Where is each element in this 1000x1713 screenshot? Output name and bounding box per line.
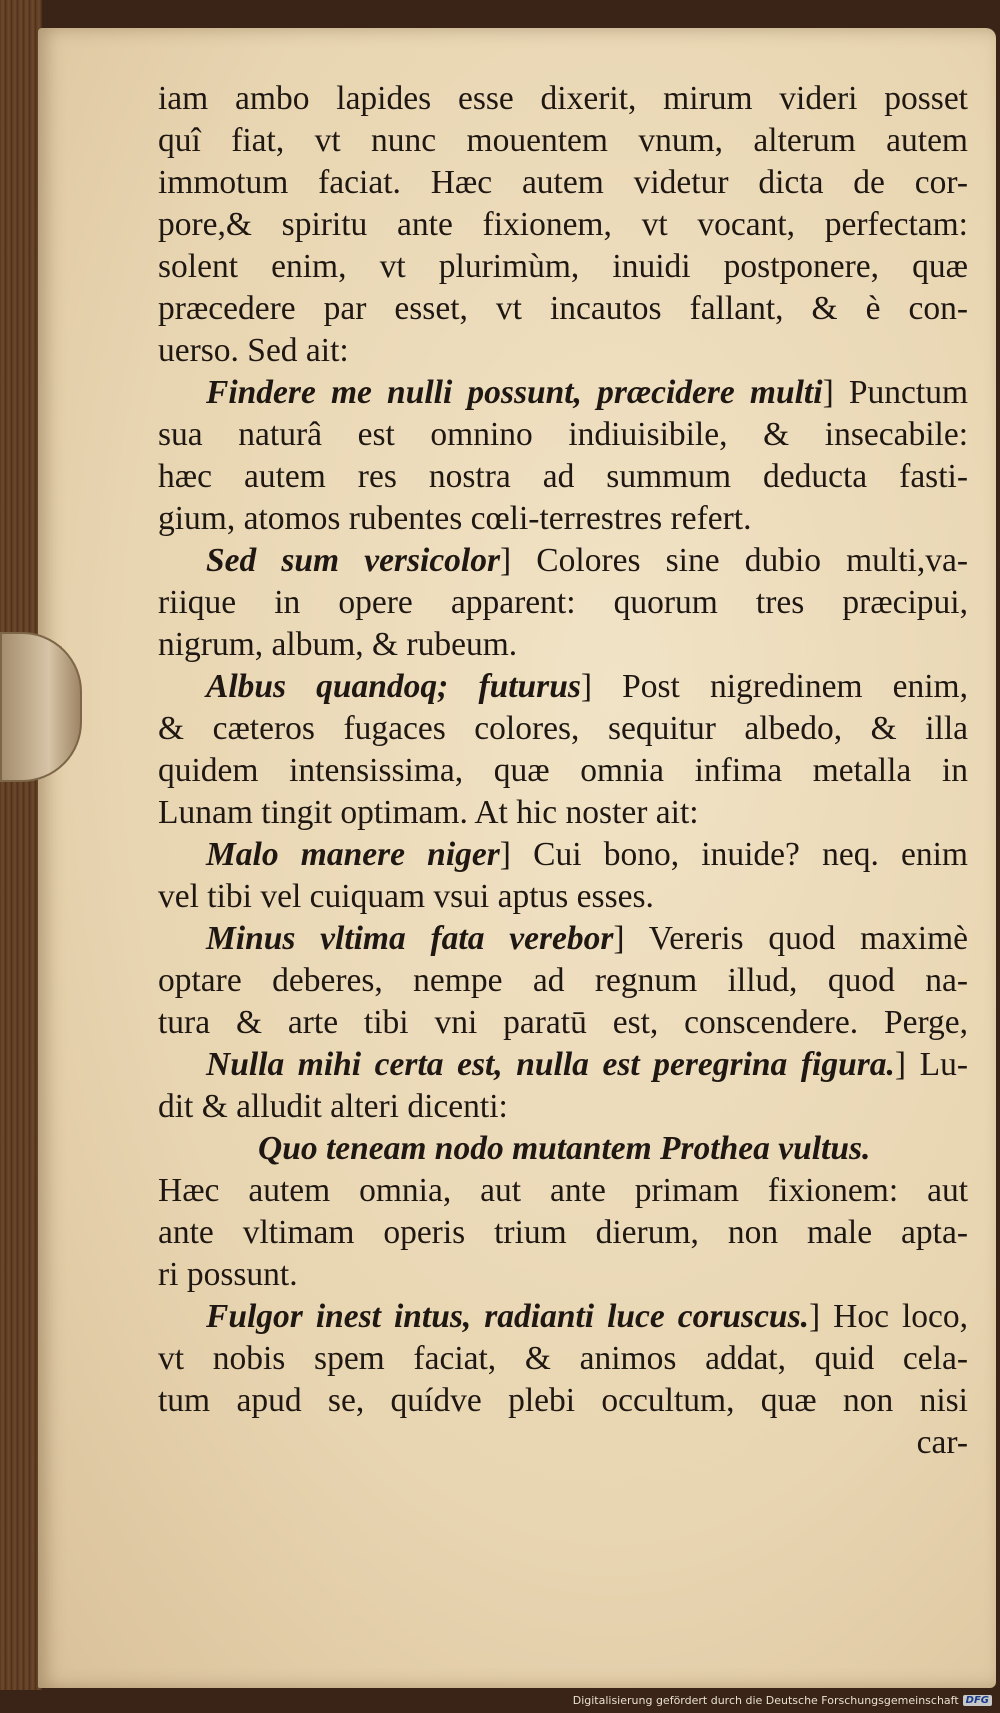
page-text [158,78,968,1464]
text-line: iam ambo lapides esse dixerit, mirum videri posset [158,80,968,117]
commentary-line: Albus quandoq; futurus] Post nigredinem enim, [206,668,968,705]
verse-quote: Quo teneam nodo mutantem Prothea vultus. [258,1130,871,1167]
lemma: Findere me nulli possunt, præcidere multi [206,374,823,411]
text-line: pore,& spiritu ante fixionem, vt vocant, perfectam: [158,206,968,243]
text-line: solent enim, vt plurimùm, inuidi postponere, quæ [158,248,968,285]
text-line: riique in opere apparent: quorum tres præcipui, [158,584,968,621]
text-line: nigrum, album, & rubeum. [158,626,518,663]
commentary-line: Fulgor inest intus, radianti luce coruscus.] Hoc loco, [206,1298,968,1335]
text-line: dit & alludit alteri dicenti: [158,1088,508,1125]
text-line: Lunam tingit optimam. At hic noster ait: [158,794,699,831]
catchword: car- [916,1424,968,1461]
commentary-line: Nulla mihi certa est, nulla est peregrina figura.] Lu- [206,1046,968,1083]
text-line: ante vltimam operis trium dierum, non male apta- [158,1214,968,1251]
digitization-footer [573,1691,992,1709]
lemma: Nulla mihi certa est, nulla est peregrina figura. [206,1046,895,1083]
text-line: immotum faciat. Hæc autem videtur dicta de cor- [158,164,968,201]
book-page [38,28,996,1688]
text-line: præcedere par esset, vt incautos fallant, & è con- [158,290,968,327]
book-edge [0,0,42,1690]
text-line: & cæteros fugaces colores, sequitur albedo, & illa [158,710,968,747]
text-line: Hæc autem omnia, aut ante primam fixionem: aut [158,1172,968,1209]
commentary-line: Findere me nulli possunt, præcidere multi] Punctum [206,374,968,411]
lemma: Minus vltima fata verebor [206,920,614,957]
dfg-logo-icon: DFG [963,1695,992,1706]
lemma: Fulgor inest intus, radianti luce coruscus. [206,1298,809,1335]
text-line: tum apud se, quídve plebi occultum, quæ non nisi [158,1382,968,1419]
text-line: tura & arte tibi vni paratū est, conscendere. Perge, [158,1004,968,1041]
text-line: gium, atomos rubentes cœli-terrestres refert. [158,500,752,537]
text-line: vt nobis spem faciat, & animos addat, quid cela- [158,1340,968,1377]
text-line: ri possunt. [158,1256,298,1293]
commentary-line: Malo manere niger] Cui bono, inuide? neq. enim [206,836,968,873]
text-line: quî fiat, vt nunc mouentem vnum, alterum autem [158,122,968,159]
text-line: hæc autem res nostra ad summum deducta fasti- [158,458,968,495]
text-line: sua naturâ est omnino indiuisibile, & insecabile: [158,416,968,453]
text-line: optare deberes, nempe ad regnum illud, quod na- [158,962,968,999]
commentary-line: Minus vltima fata verebor] Vereris quod maximè [206,920,968,957]
footer-credit: Digitalisierung gefördert durch die Deutsche Forschungsgemeinschaft [572,1693,959,1707]
lemma: Malo manere niger [206,836,500,873]
text-line: uerso. Sed ait: [158,332,349,369]
lemma: Sed sum versicolor [206,542,501,579]
text-line: vel tibi vel cuiquam vsui aptus esses. [158,878,654,915]
text-line: quidem intensissima, quæ omnia infima metalla in [158,752,968,789]
lemma: Albus quandoq; futurus [206,668,581,705]
commentary-line: Sed sum versicolor] Colores sine dubio multi,va- [206,542,968,579]
